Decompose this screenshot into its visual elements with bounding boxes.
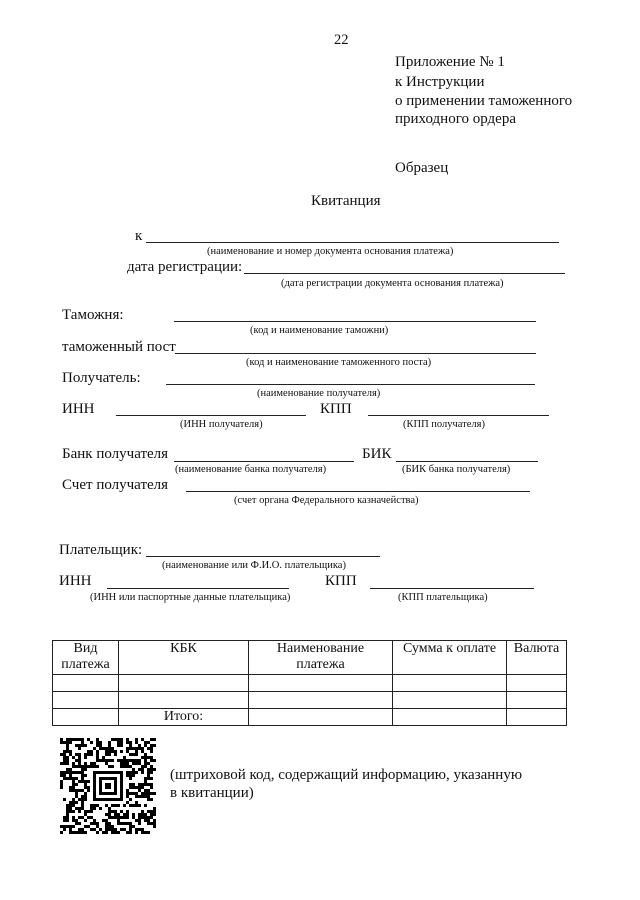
bank-label: Банк получателя: [62, 446, 169, 462]
customs-hint: (код и наименование таможни): [250, 325, 389, 336]
payer-hint: (наименование или Ф.И.О. плательщика): [162, 560, 346, 571]
bik-label: БИК: [362, 446, 392, 462]
to-document-hint: (наименование и номер документа основания платежа): [207, 246, 454, 257]
appendix-line-3: о применении таможенного: [395, 93, 573, 109]
cell[interactable]: [119, 692, 249, 709]
cell[interactable]: [53, 692, 119, 709]
reg-date-label: дата регистрации:: [127, 259, 243, 275]
kpp-label: КПП: [320, 401, 352, 417]
header-currency: Валюта: [507, 641, 567, 675]
to-prefix: к: [135, 228, 143, 244]
page-number: 22: [334, 32, 349, 48]
reg-date-field[interactable]: [244, 273, 565, 274]
cell[interactable]: [393, 709, 507, 726]
barcode-caption-line-2: в квитанции): [170, 785, 254, 801]
payer-inn-hint: (ИНН или паспортные данные плательщика): [90, 592, 291, 603]
total-label: Итого:: [119, 709, 249, 726]
appendix-line-1: Приложение № 1: [395, 54, 505, 70]
qr-code-icon: [60, 738, 156, 834]
bank-field[interactable]: [174, 461, 354, 462]
header-payment-type: Вид платежа: [53, 641, 119, 675]
cell[interactable]: [249, 675, 393, 692]
customs-field[interactable]: [174, 321, 536, 322]
reg-date-hint: (дата регистрации документа основания платежа): [281, 278, 504, 289]
cell[interactable]: [507, 709, 567, 726]
account-field[interactable]: [186, 491, 530, 492]
recipient-label: Получатель:: [62, 370, 141, 386]
bik-field[interactable]: [396, 461, 538, 462]
payer-kpp-label: КПП: [325, 573, 357, 589]
cell[interactable]: [53, 675, 119, 692]
to-document-field[interactable]: [146, 242, 559, 243]
customs-label: Таможня:: [62, 307, 124, 323]
appendix-line-2: к Инструкции: [395, 74, 485, 90]
recipient-hint: (наименование получателя): [257, 388, 381, 399]
cell[interactable]: [249, 692, 393, 709]
cell[interactable]: [119, 675, 249, 692]
post-label: таможенный пост: [62, 339, 176, 355]
post-field[interactable]: [175, 353, 536, 354]
payer-inn-label: ИНН: [59, 573, 92, 589]
table-row: [53, 692, 567, 709]
recipient-field[interactable]: [166, 384, 535, 385]
cell[interactable]: [393, 675, 507, 692]
account-label: Счет получателя: [62, 477, 169, 493]
inn-field[interactable]: [116, 415, 306, 416]
payer-label: Плательщик:: [59, 542, 143, 558]
table-header-row: [53, 641, 567, 675]
sample-label: Образец: [395, 160, 449, 176]
cell[interactable]: [53, 709, 119, 726]
header-amount: Сумма к оплате: [393, 641, 507, 675]
account-hint: (счет органа Федерального казначейства): [234, 495, 419, 506]
cell[interactable]: [507, 692, 567, 709]
header-payment-name: Наименование платежа: [249, 641, 393, 675]
cell[interactable]: [393, 692, 507, 709]
payment-table: [52, 640, 567, 726]
kpp-field[interactable]: [368, 415, 549, 416]
post-hint: (код и наименование таможенного поста): [246, 357, 432, 368]
cell[interactable]: [249, 709, 393, 726]
payer-inn-field[interactable]: [107, 588, 289, 589]
table-total-row: [53, 709, 567, 726]
bank-hint: (наименование банка получателя): [175, 464, 327, 475]
inn-hint: (ИНН получателя): [180, 419, 263, 430]
header-kbk: КБК: [119, 641, 249, 675]
kpp-hint: (КПП получателя): [403, 419, 485, 430]
barcode-caption-line-1: (штриховой код, содержащий информацию, указанную: [170, 767, 523, 783]
document-title: Квитанция: [311, 193, 381, 209]
payer-field[interactable]: [146, 556, 380, 557]
bik-hint: (БИК банка получателя): [402, 464, 511, 475]
payer-kpp-hint: (КПП плательщика): [398, 592, 488, 603]
inn-label: ИНН: [62, 401, 95, 417]
payer-kpp-field[interactable]: [370, 588, 534, 589]
cell[interactable]: [507, 675, 567, 692]
appendix-line-4: приходного ордера: [395, 111, 516, 127]
table-row: [53, 675, 567, 692]
